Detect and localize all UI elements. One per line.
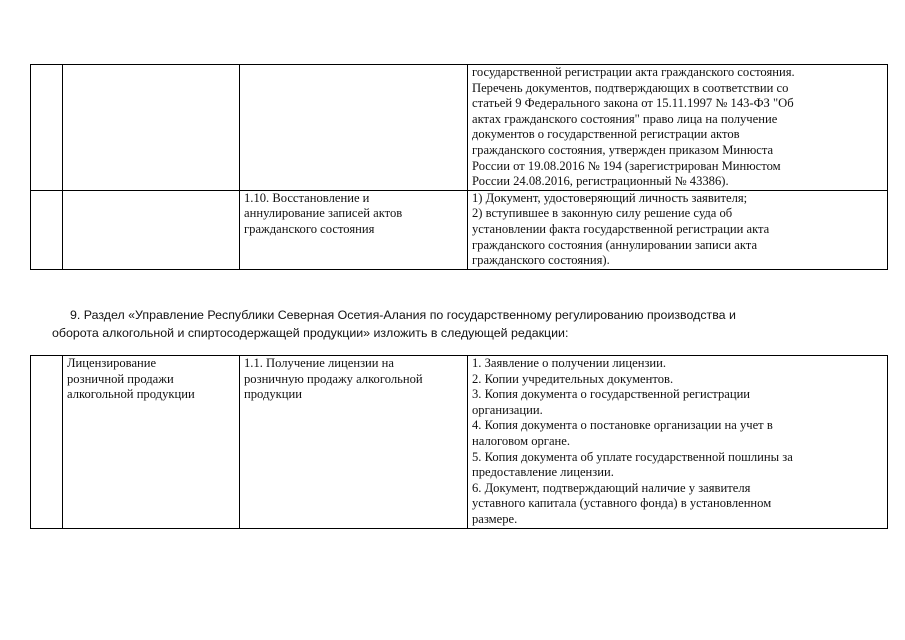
- cell-service: [63, 356, 240, 529]
- text-line: статьей 9 Федерального закона от 15.11.1997 № 143-ФЗ "Об: [472, 96, 794, 111]
- text-line: уставного капитала (уставного фонда) в установленном: [472, 496, 772, 511]
- table-row: [31, 356, 888, 529]
- text-line: 2) вступившее в законную силу решение суда об: [472, 206, 733, 221]
- text-line: 6. Документ, подтверждающий наличие у заявителя: [472, 480, 751, 495]
- text-line: размере.: [472, 511, 518, 526]
- table-row: [31, 65, 888, 191]
- text-line: 4. Копия документа о постановке организации на учет в: [472, 418, 773, 433]
- text-line: России от 19.08.2016 № 194 (зарегистрирован Минюстом: [472, 158, 781, 173]
- text-line: розничной продажи: [67, 371, 174, 386]
- cell-service: [63, 190, 240, 269]
- text-line: 1.1. Получение лицензии на: [244, 356, 395, 370]
- text-line: документов о государственной регистрации актов: [472, 127, 740, 142]
- text-line: государственной регистрации акта гражданского состояния.: [472, 65, 795, 79]
- text-line: 1) Документ, удостоверяющий личность заявителя;: [472, 190, 748, 205]
- text-line: гражданского состояния: [244, 221, 375, 236]
- cell-documents: [468, 356, 888, 529]
- cell-documents: [468, 65, 888, 191]
- text-line: 2. Копии учредительных документов.: [472, 371, 674, 386]
- text-line: 3. Копия документа о государственной регистрации: [472, 387, 751, 402]
- text-line: алкогольной продукции: [67, 387, 195, 402]
- text-line: Перечень документов, подтверждающих в соответствии со: [472, 80, 789, 95]
- cell-service: [63, 65, 240, 191]
- text-line: 1. Заявление о получении лицензии.: [472, 356, 667, 370]
- cell-subservice: [240, 65, 468, 191]
- cell-documents: [468, 190, 888, 269]
- cell-number: [31, 190, 63, 269]
- table-top: [30, 64, 888, 270]
- amendment-paragraph: 9. Раздел «Управление Республики Северная Осетия-Алания по государственному регулированию производства и: [70, 308, 736, 322]
- text-line: установлении факта государственной регистрации акта: [472, 221, 770, 236]
- table-row: [31, 190, 888, 269]
- text-line: Лицензирование: [67, 356, 157, 370]
- text-line: гражданского состояния, утвержден приказом Минюста: [472, 142, 774, 157]
- cell-subservice: [240, 356, 468, 529]
- text-line: гражданского состояния (аннулировании записи акта: [472, 237, 758, 252]
- text-line: актах гражданского состояния" право лица на получение: [472, 111, 778, 126]
- text-line: розничную продажу алкогольной: [244, 371, 423, 386]
- text-line: гражданского состояния).: [472, 253, 610, 268]
- amendment-paragraph-continued: оборота алкогольной и спиртосодержащей продукции» изложить в следующей редакции:: [52, 326, 569, 340]
- text-line: 1.10. Восстановление и: [244, 190, 370, 205]
- cell-number: [31, 65, 63, 191]
- text-line: предоставление лицензии.: [472, 465, 614, 480]
- text-line: налоговом органе.: [472, 433, 571, 448]
- text-line: 5. Копия документа об уплате государственной пошлины за: [472, 449, 793, 464]
- cell-number: [31, 356, 63, 529]
- cell-subservice: [240, 190, 468, 269]
- text-line: продукции: [244, 387, 303, 402]
- text-line: организации.: [472, 402, 543, 417]
- table-bottom: [30, 355, 888, 529]
- text-line: России 24.08.2016, регистрационный № 43386).: [472, 174, 729, 189]
- text-line: аннулирование записей актов: [244, 206, 403, 221]
